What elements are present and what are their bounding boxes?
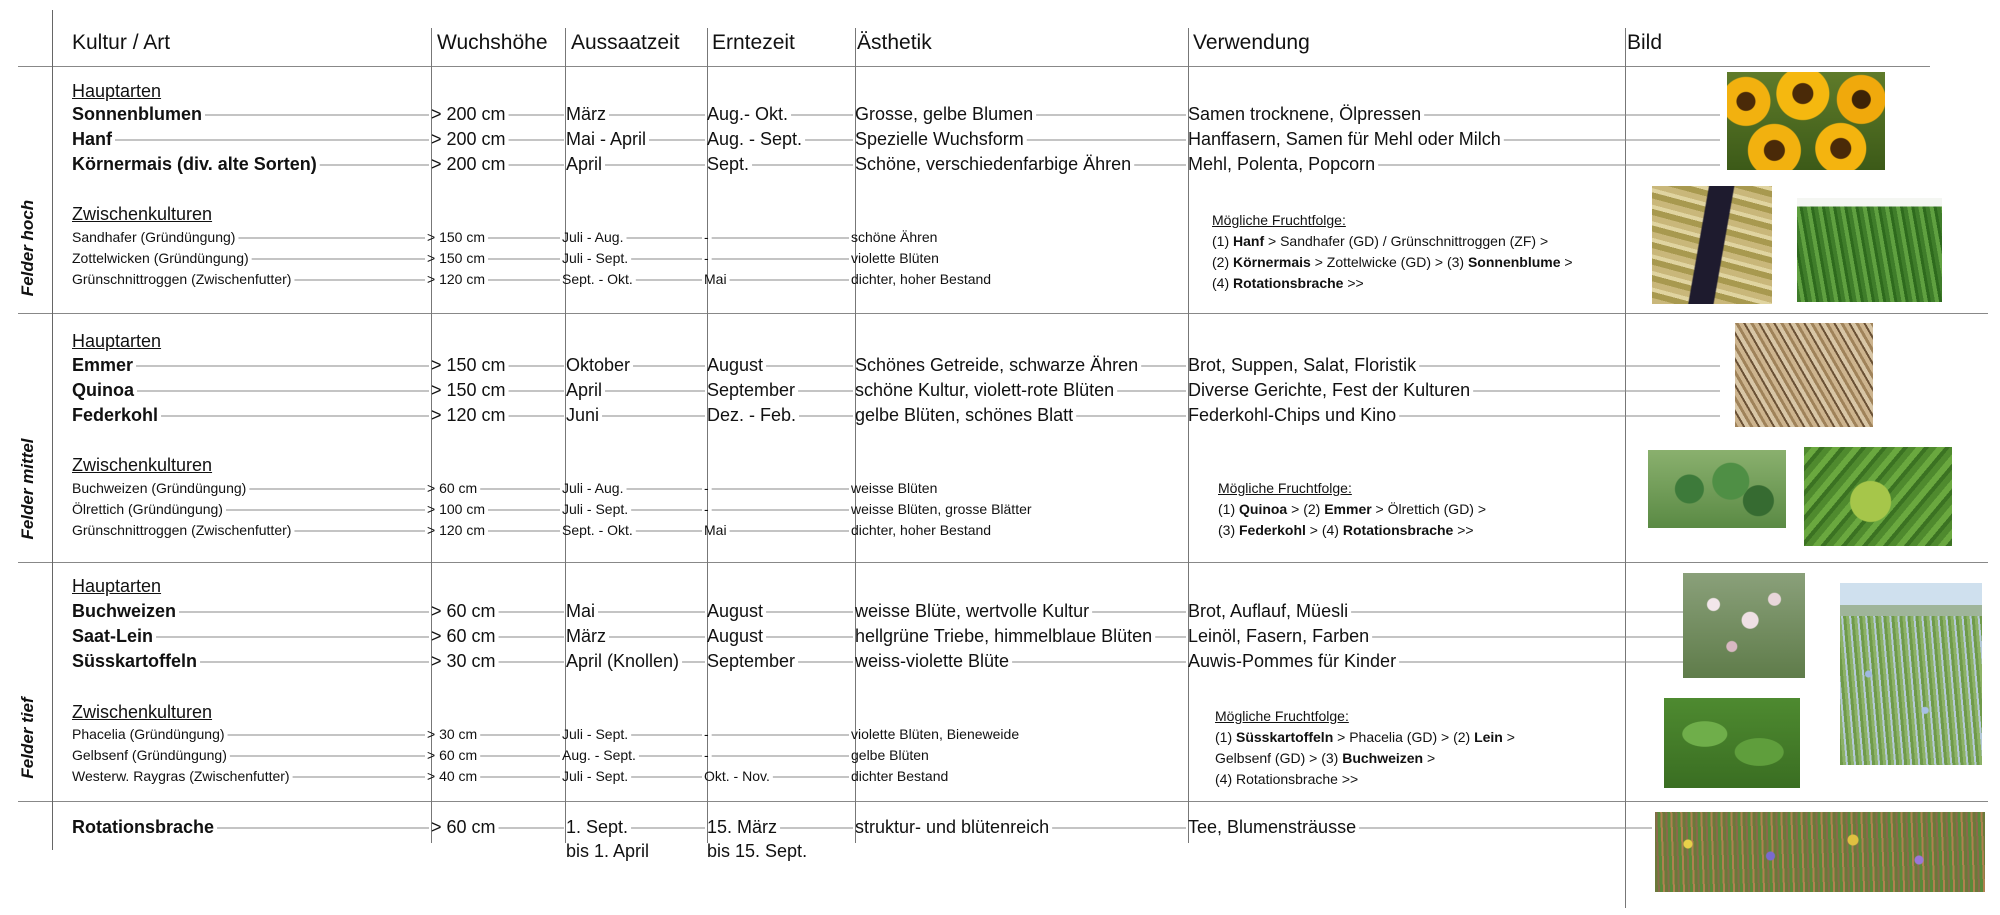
fruchtfolge-text: > Phacelia (GD) > (2) bbox=[1333, 729, 1475, 745]
cover-crop-aussaatzeit: Juli - Sept. bbox=[562, 726, 629, 742]
fruchtfolge-line bbox=[1215, 748, 1515, 769]
fruchtfolge-text: > bbox=[1502, 729, 1515, 745]
fruchtfolge-text: >> bbox=[1453, 522, 1474, 538]
crop-erntezeit: Aug.- Okt. bbox=[707, 104, 789, 124]
cover-crop-aussaatzeit: Juli - Aug. bbox=[562, 229, 624, 245]
fruchtfolge-text: > bbox=[1560, 254, 1573, 270]
header-erntezeit: Erntezeit bbox=[712, 31, 795, 54]
fruchtfolge-crop: Lein bbox=[1474, 729, 1503, 745]
flax-field-photo bbox=[1840, 583, 1982, 765]
fruchtfolge-text: Gelbsenf (GD) > (3) bbox=[1215, 750, 1343, 766]
crop-wuchshoehe: > 60 cm bbox=[431, 601, 496, 621]
cover-crop-aussaatzeit: Juli - Sept. bbox=[562, 501, 629, 517]
crop-wuchshoehe: > 30 cm bbox=[431, 651, 496, 671]
fruchtfolge-line bbox=[1215, 727, 1515, 748]
fruchtfolge-crop: Hanf bbox=[1233, 233, 1265, 249]
cover-crop-name: Westerw. Raygras (Zwischenfutter) bbox=[72, 768, 290, 784]
header-aussaatzeit: Aussaatzeit bbox=[571, 31, 680, 54]
fruchtfolge-line bbox=[1212, 252, 1573, 273]
cover-crop-name: Grünschnittroggen (Zwischenfutter) bbox=[72, 522, 292, 538]
fruchtfolge-line bbox=[1212, 231, 1573, 252]
crop-aesthetik: weiss-violette Blüte bbox=[855, 651, 1010, 671]
crop-aussaatzeit: März bbox=[566, 104, 606, 124]
cover-crop-name: Grünschnittroggen (Zwischenfutter) bbox=[72, 271, 292, 287]
crop-erntezeit: August bbox=[707, 626, 764, 646]
buckwheat-flower-photo bbox=[1683, 573, 1805, 678]
header-wuchshoehe: Wuchshöhe bbox=[437, 31, 548, 54]
crop-wuchshoehe: > 200 cm bbox=[431, 129, 506, 149]
zwischenkulturen-title: Zwischenkulturen bbox=[72, 455, 213, 475]
crop-erntezeit: September bbox=[707, 651, 796, 671]
fruchtfolge-text: (1) bbox=[1212, 233, 1233, 249]
crop-aussaatzeit: Juni bbox=[566, 405, 600, 425]
fruchtfolge-line bbox=[1218, 499, 1486, 520]
crop-name: Emmer bbox=[72, 355, 134, 375]
crop-wuchshoehe: > 120 cm bbox=[431, 405, 506, 425]
crop-erntezeit: Sept. bbox=[707, 154, 750, 174]
fruchtfolge-crop: Rotationsbrache bbox=[1342, 522, 1454, 538]
cover-crop-aussaatzeit: Sept. - Okt. bbox=[562, 271, 633, 287]
hemp-field-photo bbox=[1797, 198, 1942, 302]
crop-aussaatzeit: April (Knollen) bbox=[566, 651, 680, 671]
crop-aesthetik: Grosse, gelbe Blumen bbox=[855, 104, 1034, 124]
cover-crop-erntezeit: - bbox=[704, 229, 709, 245]
section-divider bbox=[18, 313, 1988, 314]
cover-crop-erntezeit: - bbox=[704, 480, 709, 496]
cover-crop-erntezeit: Mai bbox=[704, 271, 727, 287]
cover-crop-aesthetik: weisse Blüten bbox=[851, 480, 938, 496]
bottom-aussaat-1: 1. Sept. bbox=[566, 817, 629, 837]
header-aesthetik: Ästhetik bbox=[857, 31, 932, 54]
fruchtfolge-crop: Buchweizen bbox=[1342, 750, 1424, 766]
sunflower-photo bbox=[1727, 72, 1885, 170]
column-divider bbox=[565, 28, 566, 843]
header-verwendung: Verwendung bbox=[1193, 31, 1310, 54]
section-divider bbox=[18, 801, 1988, 802]
cover-crop-wuchshoehe: > 40 cm bbox=[427, 768, 478, 784]
emmer-grain-photo bbox=[1735, 323, 1873, 427]
crop-aussaatzeit: Mai - April bbox=[566, 129, 647, 149]
cover-crop-aussaatzeit: Juli - Aug. bbox=[562, 480, 624, 496]
black-corn-photo bbox=[1652, 186, 1772, 304]
crop-verwendung: Federkohl-Chips und Kino bbox=[1188, 405, 1397, 425]
cover-crop-erntezeit: Okt. - Nov. bbox=[704, 768, 770, 784]
bottom-wuchs: > 60 cm bbox=[431, 817, 496, 837]
kale-photo bbox=[1648, 450, 1786, 528]
bottom-ernte-2: bis 15. Sept. bbox=[707, 841, 808, 861]
crop-erntezeit: Aug. - Sept. bbox=[707, 129, 803, 149]
zwischenkulturen-title: Zwischenkulturen bbox=[72, 702, 213, 722]
crop-erntezeit: Dez. - Feb. bbox=[707, 405, 797, 425]
fruchtfolge-title: Mögliche Fruchtfolge: bbox=[1218, 480, 1352, 496]
cover-crop-name: Zottelwicken (Gründüngung) bbox=[72, 250, 249, 266]
hauptarten-title: Hauptarten bbox=[72, 81, 162, 101]
fruchtfolge-hoch bbox=[1212, 210, 1573, 294]
crop-aesthetik: hellgrüne Triebe, himmelblaue Blüten bbox=[855, 626, 1153, 646]
bottom-ernte-1: 15. März bbox=[707, 817, 778, 837]
section-label-felder-hoch: Felder hoch bbox=[18, 199, 37, 297]
cover-crop-erntezeit: - bbox=[704, 501, 709, 517]
crop-aussaatzeit: April bbox=[566, 154, 603, 174]
crop-aesthetik: schöne Kultur, violett-rote Blüten bbox=[855, 380, 1115, 400]
crop-verwendung: Brot, Auflauf, Müesli bbox=[1188, 601, 1349, 621]
hauptarten-title: Hauptarten bbox=[72, 576, 162, 596]
cover-crop-wuchshoehe: > 60 cm bbox=[427, 480, 478, 496]
header-bild: Bild bbox=[1627, 31, 1663, 54]
crop-name: Körnermais (div. alte Sorten) bbox=[72, 154, 317, 174]
crop-verwendung: Diverse Gerichte, Fest der Kulturen bbox=[1188, 380, 1471, 400]
column-divider bbox=[1188, 28, 1189, 843]
fruchtfolge-text: (2) bbox=[1212, 254, 1233, 270]
cover-crop-erntezeit: Mai bbox=[704, 522, 727, 538]
fruchtfolge-text: (4) Rotationsbrache >> bbox=[1215, 771, 1359, 787]
column-divider bbox=[707, 28, 708, 843]
cover-crop-aesthetik: dichter Bestand bbox=[851, 768, 949, 784]
crop-verwendung: Hanffasern, Samen für Mehl oder Milch bbox=[1188, 129, 1501, 149]
crop-name: Buchweizen bbox=[72, 601, 177, 621]
crop-name: Quinoa bbox=[72, 380, 134, 400]
sweet-potato-leaves-photo bbox=[1664, 698, 1800, 788]
crop-name: Sonnenblumen bbox=[72, 104, 202, 124]
crop-erntezeit: August bbox=[707, 601, 764, 621]
cover-crop-wuchshoehe: > 150 cm bbox=[427, 229, 485, 245]
crop-verwendung: Auwis-Pommes für Kinder bbox=[1188, 651, 1397, 671]
fruchtfolge-text: (3) bbox=[1218, 522, 1239, 538]
cover-crop-name: Gelbsenf (Gründüngung) bbox=[72, 747, 227, 763]
crop-aussaatzeit: April bbox=[566, 380, 603, 400]
cover-crop-aussaatzeit: Aug. - Sept. bbox=[562, 747, 636, 763]
crop-aussaatzeit: Oktober bbox=[566, 355, 631, 375]
crop-aussaatzeit: Mai bbox=[566, 601, 596, 621]
fruchtfolge-text: >> bbox=[1343, 275, 1364, 291]
fruchtfolge-crop: Sonnenblume bbox=[1467, 254, 1561, 270]
cover-crop-wuchshoehe: > 120 cm bbox=[427, 522, 485, 538]
fruchtfolge-text: > (4) bbox=[1305, 522, 1343, 538]
cover-crop-aussaatzeit: Juli - Sept. bbox=[562, 250, 629, 266]
fruchtfolge-line bbox=[1212, 273, 1573, 294]
section-label-felder-tief: Felder tief bbox=[18, 697, 37, 779]
fruchtfolge-mittel bbox=[1218, 478, 1486, 541]
hauptarten-title: Hauptarten bbox=[72, 331, 162, 351]
cover-crop-aesthetik: dichter, hoher Bestand bbox=[851, 522, 992, 538]
header-kultur: Kultur / Art bbox=[72, 31, 171, 54]
fruchtfolge-crop: Federkohl bbox=[1239, 522, 1306, 538]
cover-crop-aesthetik: gelbe Blüten bbox=[851, 747, 929, 763]
crop-name: Federkohl bbox=[72, 405, 159, 425]
quinoa-photo bbox=[1804, 447, 1952, 546]
fruchtfolge-title: Mögliche Fruchtfolge: bbox=[1212, 212, 1346, 228]
cover-crop-wuchshoehe: > 30 cm bbox=[427, 726, 478, 742]
crop-wuchshoehe: > 150 cm bbox=[431, 380, 506, 400]
fruchtfolge-title: Mögliche Fruchtfolge: bbox=[1215, 708, 1349, 724]
fruchtfolge-text: > (2) bbox=[1287, 501, 1325, 517]
column-divider bbox=[1625, 28, 1626, 908]
bottom-verwendung: Tee, Blumensträusse bbox=[1188, 817, 1357, 837]
crop-aesthetik: gelbe Blüten, schönes Blatt bbox=[855, 405, 1074, 425]
fruchtfolge-text: > Ölrettich (GD) > bbox=[1371, 501, 1487, 517]
cover-crop-name: Ölrettich (Gründüngung) bbox=[72, 501, 223, 517]
cover-crop-aesthetik: weisse Blüten, grosse Blätter bbox=[851, 501, 1032, 517]
column-divider bbox=[855, 28, 856, 843]
fruchtfolge-text: > Sandhafer (GD) / Grünschnittroggen (ZF) > bbox=[1264, 233, 1549, 249]
fruchtfolge-line bbox=[1215, 769, 1515, 790]
fruchtfolge-text: (1) bbox=[1215, 729, 1236, 745]
crop-erntezeit: August bbox=[707, 355, 764, 375]
cover-crop-wuchshoehe: > 60 cm bbox=[427, 747, 478, 763]
bottom-aussaat-2: bis 1. April bbox=[566, 841, 650, 861]
cover-crop-aussaatzeit: Juli - Sept. bbox=[562, 768, 629, 784]
crop-wuchshoehe: > 200 cm bbox=[431, 154, 506, 174]
cover-crop-wuchshoehe: > 100 cm bbox=[427, 501, 485, 517]
crop-name: Süsskartoffeln bbox=[72, 651, 198, 671]
bottom-name: Rotationsbrache bbox=[72, 817, 215, 837]
crop-erntezeit: September bbox=[707, 380, 796, 400]
crop-name: Saat-Lein bbox=[72, 626, 154, 646]
fruchtfolge-text: (1) bbox=[1218, 501, 1239, 517]
cover-crop-erntezeit: - bbox=[704, 747, 709, 763]
fruchtfolge-text: > Zottelwicke (GD) > (3) bbox=[1310, 254, 1468, 270]
crop-wuchshoehe: > 200 cm bbox=[431, 104, 506, 124]
crop-wuchshoehe: > 150 cm bbox=[431, 355, 506, 375]
crop-aesthetik: Schönes Getreide, schwarze Ähren bbox=[855, 355, 1139, 375]
crop-aesthetik: weisse Blüte, wertvolle Kultur bbox=[855, 601, 1090, 621]
fruchtfolge-line bbox=[1218, 520, 1486, 541]
fruchtfolge-text: > bbox=[1423, 750, 1436, 766]
fruchtfolge-crop: Rotationsbrache bbox=[1233, 275, 1344, 291]
cover-crop-wuchshoehe: > 120 cm bbox=[427, 271, 485, 287]
crop-verwendung: Leinöl, Fasern, Farben bbox=[1188, 626, 1370, 646]
zwischenkulturen-title: Zwischenkulturen bbox=[72, 204, 213, 224]
fruchtfolge-crop: Süsskartoffeln bbox=[1236, 729, 1334, 745]
crop-aussaatzeit: März bbox=[566, 626, 606, 646]
cover-crop-name: Buchweizen (Gründüngung) bbox=[72, 480, 247, 496]
crop-aesthetik: Schöne, verschiedenfarbige Ähren bbox=[855, 154, 1132, 174]
fruchtfolge-crop: Emmer bbox=[1324, 501, 1372, 517]
flower-meadow-photo bbox=[1655, 812, 1985, 892]
section-divider bbox=[18, 562, 1988, 563]
fruchtfolge-tief bbox=[1215, 706, 1515, 790]
cover-crop-aesthetik: violette Blüten, Bieneweide bbox=[851, 726, 1020, 742]
cover-crop-aesthetik: violette Blüten bbox=[851, 250, 939, 266]
crop-name: Hanf bbox=[72, 129, 112, 149]
crop-aesthetik: Spezielle Wuchsform bbox=[855, 129, 1024, 149]
cover-crop-aesthetik: dichter, hoher Bestand bbox=[851, 271, 992, 287]
cover-crop-erntezeit: - bbox=[704, 250, 709, 266]
cover-crop-wuchshoehe: > 150 cm bbox=[427, 250, 485, 266]
section-label-felder-mittel: Felder mittel bbox=[18, 438, 37, 540]
fruchtfolge-text: (4) bbox=[1212, 275, 1233, 291]
column-divider bbox=[52, 10, 53, 850]
fruchtfolge-crop: Quinoa bbox=[1239, 501, 1288, 517]
fruchtfolge-crop: Körnermais bbox=[1233, 254, 1311, 270]
header-divider bbox=[18, 66, 1930, 67]
crop-wuchshoehe: > 60 cm bbox=[431, 626, 496, 646]
column-divider bbox=[431, 28, 432, 843]
cover-crop-erntezeit: - bbox=[704, 726, 709, 742]
crop-verwendung: Samen trocknene, Ölpressen bbox=[1188, 104, 1422, 124]
crop-verwendung: Mehl, Polenta, Popcorn bbox=[1188, 154, 1376, 174]
cover-crop-name: Sandhafer (Gründüngung) bbox=[72, 229, 236, 245]
crop-verwendung: Brot, Suppen, Salat, Floristik bbox=[1188, 355, 1417, 375]
cover-crop-aussaatzeit: Sept. - Okt. bbox=[562, 522, 633, 538]
cover-crop-name: Phacelia (Gründüngung) bbox=[72, 726, 225, 742]
bottom-aesthetik: struktur- und blütenreich bbox=[855, 817, 1050, 837]
cover-crop-aesthetik: schöne Ähren bbox=[851, 229, 938, 245]
